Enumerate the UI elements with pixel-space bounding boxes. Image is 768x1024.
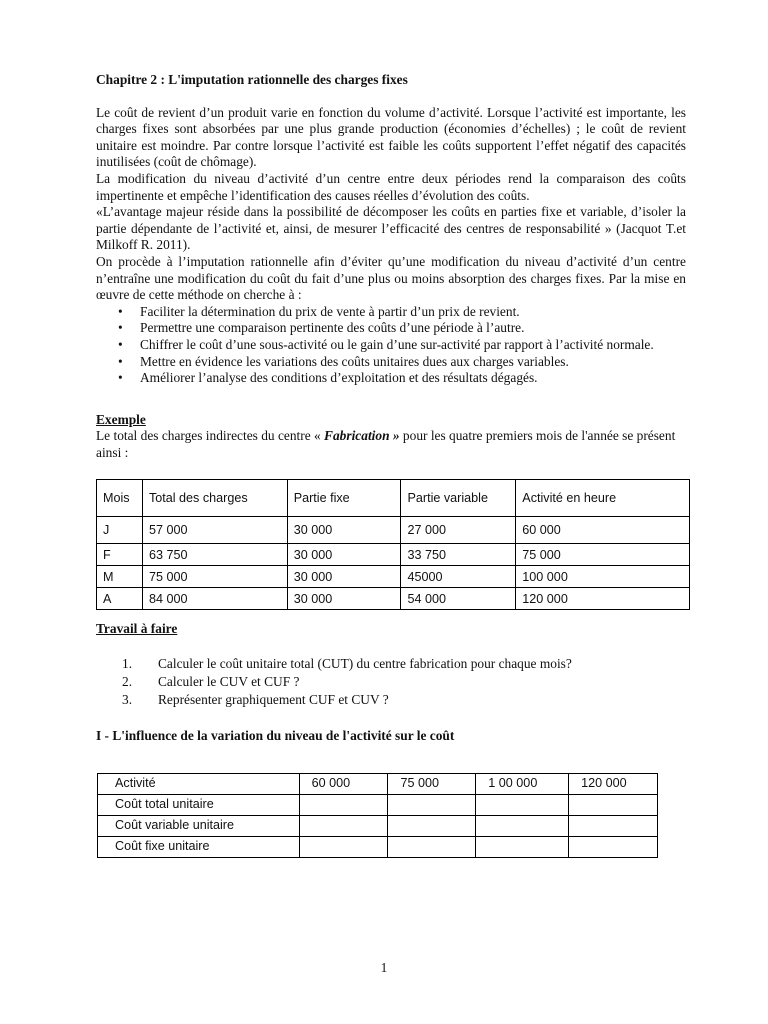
table-header-cell: Total des charges — [142, 480, 287, 517]
exemple-intro: Le total des charges indirectes du centre « Fabrication » pour les quatre premiers mois de l'année se présent ainsi : — [96, 428, 676, 460]
table-cell: 1 00 000 — [476, 773, 569, 794]
bullet-icon: • — [118, 353, 123, 369]
table-cell — [569, 794, 658, 815]
table-cell: Coût variable unitaire — [98, 815, 300, 836]
table-cell — [476, 836, 569, 857]
chapter-title: Chapitre 2 : L'imputation rationnelle des charges fixes — [96, 72, 408, 87]
table-cell: 30 000 — [287, 544, 401, 566]
exemple-heading: Exemple — [96, 411, 146, 427]
list-item: • Faciliter la détermination du prix de vente à partir d’un prix de revient. — [118, 303, 520, 319]
table-cell: Activité — [98, 773, 300, 794]
task-list — [96, 656, 686, 710]
list-item: 3. Représenter graphiquement CUF et CUV ? — [122, 692, 389, 708]
page-number: 1 — [380, 960, 388, 975]
table-cell: 75 000 — [388, 773, 476, 794]
table-cell: 27 000 — [401, 517, 516, 544]
table-cell: 100 000 — [516, 566, 690, 588]
table-cell — [569, 815, 658, 836]
table-row — [97, 517, 690, 544]
list-item: 2. Calculer le CUV et CUF ? — [122, 674, 300, 690]
table-cell — [388, 815, 476, 836]
table-cell: 120 000 — [516, 588, 690, 610]
table-cell — [388, 794, 476, 815]
table-cell: 84 000 — [142, 588, 287, 610]
list-item: • Permettre une comparaison pertinente des coûts d’une période à l’autre. — [118, 320, 525, 336]
list-item: 1. Calculer le coût unitaire total (CUT) du centre fabrication pour chaque mois? — [122, 656, 572, 672]
charges-table — [96, 479, 690, 610]
table-row — [98, 773, 658, 794]
table-header-cell: Activité en heure — [516, 480, 690, 517]
paragraph-1: Le coût de revient d’un produit varie en fonction du volume d’activité. Lorsque l’activité est importante, les charges fixes sont absorbées par une plus grande production (économies d’échelles) ; le coût de revient unitaire est moindre. Par contre lorsque l’activité est faible les coûts supportent l’effet négatif des capacités inutilisées (coût de chômage). — [96, 104, 686, 170]
table-header-cell: Partie fixe — [287, 480, 401, 517]
table-row — [97, 544, 690, 566]
table-row — [98, 815, 658, 836]
list-item: • Mettre en évidence les variations des coûts unitaires dues aux charges variables. — [118, 353, 569, 369]
list-item: • Chiffrer le coût d’une sous-activité ou le gain d’une sur-activité par rapport à l’activité normale. — [118, 336, 654, 352]
table-cell — [299, 815, 388, 836]
table-cell: 75 000 — [516, 544, 690, 566]
paragraph-4: On procède à l’imputation rationnelle afin d’éviter qu’une modification du niveau d’activité d’un centre n’entraîne une modification du coût du fait d’une plus ou moins absorption des charges fixes. Par la mise en œuvre de cette méthode on cherche à : — [96, 253, 686, 303]
objectives-list — [96, 304, 686, 387]
table-cell: J — [97, 517, 143, 544]
table-cell: 30 000 — [287, 566, 401, 588]
table-cell: 45000 — [401, 566, 516, 588]
list-item: • Améliorer l’analyse des conditions d’exploitation et des résultats dégagés. — [118, 370, 538, 386]
table-cell: F — [97, 544, 143, 566]
table-cell — [476, 815, 569, 836]
table-cell: A — [97, 588, 143, 610]
table-cell: M — [97, 566, 143, 588]
table-header-cell: Mois — [97, 480, 143, 517]
table-cell: 60 000 — [299, 773, 388, 794]
bullet-icon: • — [118, 320, 123, 336]
table-cell: 63 750 — [142, 544, 287, 566]
bullet-icon: • — [118, 303, 123, 319]
travail-heading: Travail à faire — [96, 621, 178, 637]
table-header-row — [97, 480, 690, 517]
table-cell — [388, 836, 476, 857]
document-page — [96, 72, 686, 858]
table-row — [98, 836, 658, 857]
paragraph-2: La modification du niveau d’activité d’un centre entre deux périodes rend la comparaison des coûts impertinente et empêche l’identification des causes réelles d’évolution des coûts. — [96, 170, 686, 203]
paragraph-3: «L’avantage majeur réside dans la possibilité de décomposer les coûts en parties fixe et variable, d’isoler la partie dépendante de l’activité et, ainsi, de mesurer l’efficacité des centres de responsabilité » (Jacquot T.et Milkoff R. 2011). — [96, 204, 686, 253]
table-cell: 57 000 — [142, 517, 287, 544]
table-cell — [569, 836, 658, 857]
table-cell: 60 000 — [516, 517, 690, 544]
table-cell: 30 000 — [287, 517, 401, 544]
table-cell: 75 000 — [142, 566, 287, 588]
table-cell — [299, 794, 388, 815]
table-cell: Coût total unitaire — [98, 794, 300, 815]
table-cell: 33 750 — [401, 544, 516, 566]
table-cell: 54 000 — [401, 588, 516, 610]
table-row — [97, 588, 690, 610]
table-cell — [299, 836, 388, 857]
table-cell: Coût fixe unitaire — [98, 836, 300, 857]
table-cell — [476, 794, 569, 815]
bullet-icon: • — [118, 370, 123, 386]
table-cell: 30 000 — [287, 588, 401, 610]
bullet-icon: • — [118, 336, 123, 352]
table-header-cell: Partie variable — [401, 480, 516, 517]
section-heading: I - L'influence de la variation du niveau de l'activité sur le coût — [96, 728, 455, 744]
table-row — [97, 566, 690, 588]
unit-cost-table — [97, 773, 658, 858]
table-cell: 120 000 — [569, 773, 658, 794]
table-row — [98, 794, 658, 815]
